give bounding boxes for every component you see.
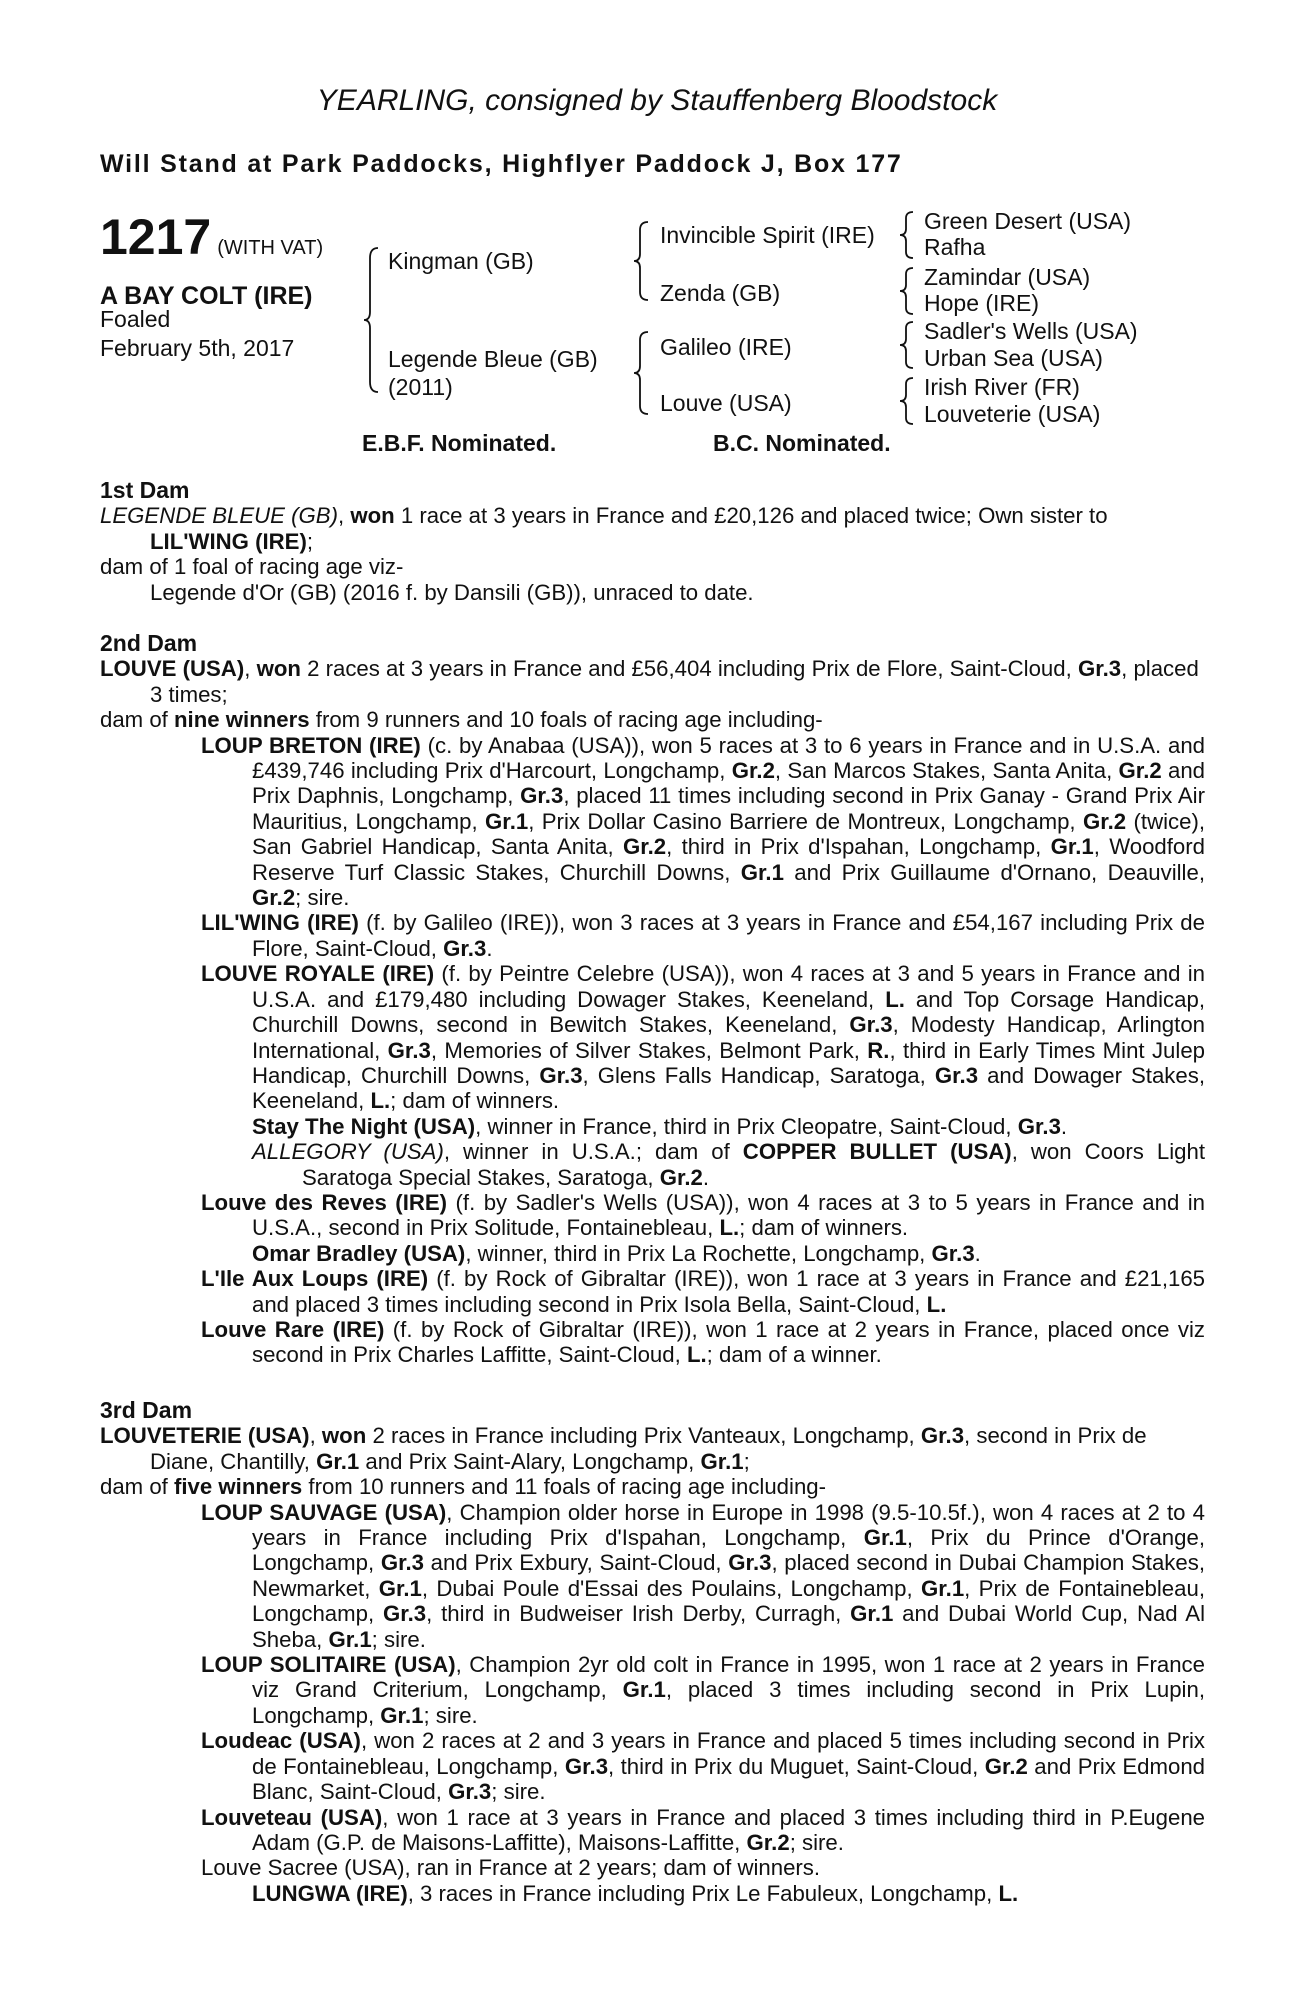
bold-text-run: Gr.1: [485, 808, 529, 834]
bold-text-run: Gr.2: [1118, 758, 1162, 784]
text-run: (f. by Rock of Gibraltar (IRE)), won 1 race at 2 years in France, placed once viz second in Prix Charles Laffitte, Saint-Cloud,: [252, 1316, 1205, 1368]
produce-entry: [100, 1728, 1205, 1804]
text-run: , won Coors Light Saratoga Special Stakes, Saratoga,: [302, 1139, 1205, 1190]
grandproduce-entry: [100, 1241, 1205, 1266]
first-dam-record: LEGENDE BLEUE (GB), won 1 race at 3 years in France and £20,126 and placed twice; Own sister to LIL'WING (IRE);: [100, 503, 1108, 554]
text-run: , third in Prix du Muguet, Saint-Cloud,: [608, 1753, 985, 1779]
bold-text-run: won: [256, 656, 301, 682]
first-dam-sister: LIL'WING (IRE): [150, 528, 307, 554]
bold-text-run: Gr.3: [387, 1037, 431, 1063]
bold-text-run: Gr.3: [728, 1550, 772, 1576]
text-run: 2 races at 3 years in France and £56,404 including Prix de Flore, Saint-Cloud,: [300, 656, 1078, 682]
stabling-location: Will Stand at Park Paddocks, Highflyer Paddock J, Box 177: [100, 150, 903, 178]
second-dam-section: [100, 631, 1205, 1368]
bold-text-run: Gr.1: [622, 1677, 666, 1703]
text-run: and Prix Edmond Blanc, Saint-Cloud,: [252, 1753, 1205, 1805]
bold-text-run: L.: [686, 1342, 707, 1368]
pedigree-brace-g4: [898, 376, 916, 426]
text-run: (c. by Anabaa (USA)), won 5 races at 3 to 6 years in France and in U.S.A. and £439,746 including Prix d'Harcourt, Longchamp,: [252, 732, 1206, 784]
grandproduce-entry: [100, 1881, 1205, 1906]
text-run: , placed 11 times including second in Prix Ganay - Grand Prix Air Mauritius, Longchamp,: [252, 783, 1205, 834]
first-dam-section: [100, 478, 1205, 605]
vat-label: (WITH VAT): [217, 237, 324, 259]
pedigree-sire-dam: Zenda (GB): [660, 280, 781, 306]
produce-entry: [100, 1317, 1205, 1368]
produce-entry: [100, 1500, 1205, 1652]
text-run: ; sire.: [371, 1626, 426, 1652]
pedigree-dam-dam: Louve (USA): [660, 390, 792, 416]
text-run: , winner in U.S.A.; dam of: [443, 1139, 743, 1165]
text-run: , Dubai Poule d'Essai des Poulains, Longchamp,: [421, 1575, 921, 1601]
third-dam-record: [100, 1423, 1205, 1474]
bold-text-run: Louveteau (USA): [201, 1804, 383, 1830]
produce-entry: [100, 1652, 1205, 1728]
text-run: , won 1 race at 3 years in France and placed 3 times including third in P.Eugene Adam (G.P. de Maisons-Laffitte), Maisons-Laffitte,: [252, 1804, 1206, 1855]
produce-entry: [100, 910, 1205, 961]
produce-entry: [100, 1190, 1205, 1241]
text-run: (f. by Peintre Celebre (USA)), won 4 races at 3 and 5 years in France and in U.S.A. and £179,480 including Dowager Stakes, Keeneland,: [252, 961, 1205, 1012]
bold-text-run: Gr.1: [380, 1702, 424, 1728]
bold-text-run: Gr.3: [448, 1779, 492, 1805]
bold-text-run: Gr.3: [382, 1601, 427, 1627]
text-run: and Top Corsage Handicap, Churchill Downs, second in Bewitch Stakes, Keeneland,: [252, 986, 1205, 1038]
text-run: (f. by Galileo (IRE)), won 3 races at 3 years in France and £54,167 including Prix de Flore, Saint-Cloud,: [252, 910, 1205, 961]
bold-text-run: Gr.1: [1050, 834, 1094, 860]
produce-entry: [100, 1855, 1205, 1880]
bold-text-run: Louve des Reves (IRE): [201, 1189, 448, 1215]
bold-text-run: Gr.3: [1017, 1113, 1061, 1139]
text-run: .: [702, 1164, 710, 1190]
text-run: .: [486, 935, 493, 961]
bold-text-run: LOUP SOLITAIRE (USA): [201, 1652, 456, 1678]
bold-text-run: five winners: [174, 1474, 303, 1500]
produce-entry: [100, 1266, 1205, 1317]
bold-text-run: L.: [998, 1880, 1019, 1906]
bold-text-run: Gr.3: [564, 1753, 609, 1779]
text-run: , Prix Dollar Casino Barriere de Montreux, Longchamp,: [528, 808, 1083, 834]
bold-text-run: Gr.3: [931, 1240, 975, 1266]
text-run: , second in Prix de Diane, Chantilly,: [150, 1423, 1147, 1474]
text-run: , Memories of Silver Stakes, Belmont Park,: [430, 1037, 868, 1063]
foaled-date: February 5th, 2017: [100, 335, 295, 361]
pedigree-dam-year: (2011): [388, 374, 453, 400]
text-run: and Dubai World Cup, Nad Al Sheba,: [252, 1601, 1205, 1652]
first-dam-heading: 1st Dam: [100, 477, 190, 503]
bold-text-run: Gr.1: [328, 1626, 372, 1652]
bold-text-run: LOUVE (USA): [100, 656, 245, 682]
produce-entry: [100, 733, 1205, 911]
text-run: , Champion 2yr old colt in France in 1995, won 1 race at 2 years in France viz Grand Criterium, Longchamp,: [252, 1652, 1205, 1703]
bold-text-run: Gr.3: [443, 935, 487, 961]
bold-text-run: LIL'WING (IRE): [201, 910, 359, 936]
bold-text-run: Gr.3: [1077, 656, 1122, 682]
text-run: , winner in France, third in Prix Cleopatre, Saint-Cloud,: [475, 1113, 1018, 1139]
text-run: ; sire.: [423, 1702, 478, 1728]
bold-text-run: Gr.1: [863, 1525, 907, 1551]
text-run: , Champion older horse in Europe in 1998 (9.5-10.5f.), won 4 races at 2 to 4 years in France including Prix d'Ispahan, Longchamp,: [252, 1499, 1205, 1551]
pedigree-g6: Urban Sea (USA): [924, 345, 1103, 371]
bold-text-run: Loudeac (USA): [201, 1728, 361, 1754]
bold-text-run: LOUP BRETON (IRE): [201, 732, 421, 758]
text-run: ; sire.: [295, 885, 350, 911]
text-run: , placed second in Dubai Champion Stakes, Newmarket,: [252, 1550, 1205, 1601]
text-run: 2 races in France including Prix Vanteaux, Longchamp,: [366, 1423, 921, 1449]
bold-text-run: Gr.2: [1082, 808, 1127, 834]
text-run: dam of: [100, 707, 174, 733]
text-run: dam of: [100, 1474, 174, 1500]
text-run: ;: [743, 1448, 750, 1474]
bold-text-run: Gr.3: [849, 1012, 893, 1038]
text-run: from 10 runners and 11 foals of racing age including-: [302, 1474, 827, 1500]
text-run: from 9 runners and 10 foals of racing age including-: [309, 707, 823, 733]
third-dam-section: [100, 1398, 1205, 1906]
bold-text-run: Omar Bradley (USA): [252, 1240, 466, 1266]
pedigree-g3: Zamindar (USA): [924, 264, 1091, 290]
bold-text-run: Gr.2: [731, 758, 775, 784]
pedigree-g1: Green Desert (USA): [924, 208, 1132, 234]
text-run: and Prix Saint-Alary, Longchamp,: [359, 1448, 701, 1474]
text-run: , Glens Falls Handicap, Saratoga,: [582, 1062, 935, 1088]
bold-text-run: Gr.2: [252, 885, 296, 911]
pedigree-brace-g3: [898, 320, 916, 370]
pedigree-sire: Kingman (GB): [388, 248, 534, 274]
text-run: and Dowager Stakes, Keeneland,: [252, 1062, 1205, 1114]
second-dam-produce-summary: [100, 707, 1205, 732]
text-run: (f. by Rock of Gibraltar (IRE)), won 1 race at 3 years in France and £21,165 and placed 3 times including second in Prix Isola Bella, Saint-Cloud,: [252, 1266, 1205, 1317]
text-run: , Modesty Handicap, Arlington International,: [252, 1012, 1205, 1063]
bold-text-run: LOUP SAUVAGE (USA): [201, 1499, 447, 1525]
text-run: , placed 3 times;: [150, 656, 1199, 707]
bold-text-run: Stay The Night (USA): [252, 1113, 476, 1139]
lot-number-block: [100, 208, 323, 266]
bold-text-run: Gr.3: [520, 783, 564, 809]
ebf-nomination: E.B.F. Nominated.: [362, 430, 557, 456]
text-run: , winner, third in Prix La Rochette, Longchamp,: [465, 1240, 932, 1266]
text-run: ; sire.: [789, 1829, 844, 1855]
text-run: .: [1060, 1113, 1068, 1139]
lot-description: A BAY COLT (IRE): [100, 282, 313, 310]
bold-text-run: won: [321, 1423, 367, 1449]
first-dam-foals: dam of 1 foal of racing age viz-: [100, 554, 404, 580]
bold-text-run: Gr.2: [746, 1829, 790, 1855]
text-run: (twice), San Gabriel Handicap, Santa Anita,: [252, 808, 1206, 860]
bold-text-run: Gr.1: [921, 1575, 965, 1601]
bold-text-run: Gr.1: [378, 1575, 422, 1601]
pedigree-brace-sire: [632, 220, 652, 302]
grandproduce-entry: [100, 1139, 1205, 1190]
text-run: , Prix de Fontainebleau, Longchamp,: [252, 1575, 1205, 1627]
bold-text-run: Gr.3: [934, 1062, 979, 1088]
third-dam-produce-summary: [100, 1474, 1205, 1499]
bold-text-run: L.: [885, 986, 905, 1012]
bold-text-run: Gr.1: [316, 1448, 360, 1474]
bold-text-run: Gr.3: [920, 1423, 965, 1449]
text-run: , won 2 races at 2 and 3 years in France and placed 5 times including second in Prix de Fontainebleau, Longchamp,: [252, 1728, 1205, 1779]
bold-text-run: COPPER BULLET (USA): [742, 1139, 1012, 1165]
first-dam-won: won: [350, 503, 395, 529]
bold-text-run: Gr.3: [380, 1550, 424, 1576]
text-run: ; sire.: [491, 1779, 546, 1805]
bold-text-run: Gr.2: [659, 1164, 703, 1190]
text-run: , third in Early Times Mint Julep Handicap, Churchill Downs,: [252, 1037, 1206, 1088]
pedigree-g5: Sadler's Wells (USA): [924, 318, 1138, 344]
bold-text-run: L.: [719, 1215, 740, 1241]
text-run: , San Marcos Stakes, Santa Anita,: [774, 758, 1119, 784]
bc-nomination: B.C. Nominated.: [713, 430, 891, 456]
bold-text-run: L.: [926, 1291, 947, 1317]
bold-text-run: L.: [370, 1088, 391, 1114]
first-dam-name: LEGENDE BLEUE (GB): [100, 503, 338, 529]
text-run: ; dam of winners.: [390, 1088, 560, 1114]
text-run: , placed 3 times including second in Prix Lupin, Longchamp,: [252, 1677, 1205, 1728]
text-run: , Woodford Reserve Turf Classic Stakes, Churchill Downs,: [252, 834, 1205, 885]
pedigree-brace-gen1: [362, 246, 382, 394]
bold-text-run: Gr.2: [984, 1753, 1028, 1779]
bold-text-run: LUNGWA (IRE): [252, 1880, 408, 1906]
text-run: .: [974, 1240, 981, 1266]
bold-text-run: Gr.3: [539, 1062, 583, 1088]
grandproduce-entry: [100, 1114, 1205, 1139]
first-dam-text: 1 race at 3 years in France and £20,126 and placed twice; Own sister to: [394, 503, 1108, 529]
text-run: , third in Budweiser Irish Derby, Curragh,: [426, 1601, 851, 1627]
bold-text-run: Gr.1: [700, 1448, 744, 1474]
text-run: and Prix Exbury, Saint-Cloud,: [423, 1550, 729, 1576]
bold-text-run: LOUVETERIE (USA): [100, 1423, 310, 1449]
text-run: , 3 races in France including Prix Le Fabuleux, Longchamp,: [407, 1880, 999, 1906]
bold-text-run: Gr.1: [850, 1601, 894, 1627]
bold-text-run: LOUVE ROYALE (IRE): [201, 961, 435, 987]
second-dam-record: [100, 656, 1205, 707]
pedigree-g8: Louveterie (USA): [924, 401, 1101, 427]
pedigree-brace-dam: [632, 330, 652, 416]
pedigree-g2: Rafha: [924, 234, 986, 260]
bold-text-run: Gr.2: [622, 834, 667, 860]
text-run: (f. by Sadler's Wells (USA)), won 4 races at 3 to 5 years in France and in U.S.A., second in Prix Solitude, Fontainebleau,: [252, 1189, 1205, 1241]
text-run: and Prix Guillaume d'Ornano, Deauville,: [783, 859, 1205, 885]
foaled-label: Foaled: [100, 306, 171, 332]
text-run: and Prix Daphnis, Longchamp,: [252, 758, 1206, 809]
pedigree-brace-g2: [898, 266, 916, 316]
produce-entry: [100, 961, 1205, 1113]
bold-text-run: Gr.1: [740, 859, 784, 885]
text-run: ; dam of a winner.: [706, 1342, 882, 1368]
text-run: , Prix du Prince d'Orange, Longchamp,: [252, 1525, 1205, 1576]
italic-text-run: ALLEGORY (USA): [252, 1139, 444, 1165]
first-dam-foal: Legende d'Or (GB) (2016 f. by Dansili (GB)), unraced to date.: [150, 579, 754, 605]
consignor-heading: YEARLING, consigned by Stauffenberg Bloodstock: [316, 84, 998, 117]
bold-text-run: nine winners: [174, 707, 310, 733]
lot-number: 1217: [100, 209, 212, 265]
pedigree-dam: Legende Bleue (GB): [388, 346, 598, 372]
bold-text-run: R.: [867, 1037, 890, 1063]
text-run: , third in Prix d'Ispahan, Longchamp,: [666, 834, 1051, 860]
text-run: ,: [244, 656, 257, 682]
produce-entry: [100, 1805, 1205, 1856]
pedigree-sire-sire: Invincible Spirit (IRE): [660, 222, 875, 248]
pedigree-g4: Hope (IRE): [924, 290, 1040, 316]
text-run: ,: [309, 1423, 322, 1449]
pedigree-g7: Irish River (FR): [924, 374, 1080, 400]
second-dam-heading: 2nd Dam: [100, 630, 198, 656]
pedigree-dam-sire: Galileo (IRE): [660, 334, 792, 360]
text-run: ; dam of winners.: [739, 1215, 909, 1241]
third-dam-heading: 3rd Dam: [100, 1397, 193, 1423]
bold-text-run: L'Ile Aux Loups (IRE): [201, 1266, 429, 1292]
text-run: Louve Sacree (USA), ran in France at 2 years; dam of winners.: [201, 1855, 821, 1881]
bold-text-run: Louve Rare (IRE): [201, 1316, 385, 1342]
pedigree-brace-g1: [898, 210, 916, 260]
